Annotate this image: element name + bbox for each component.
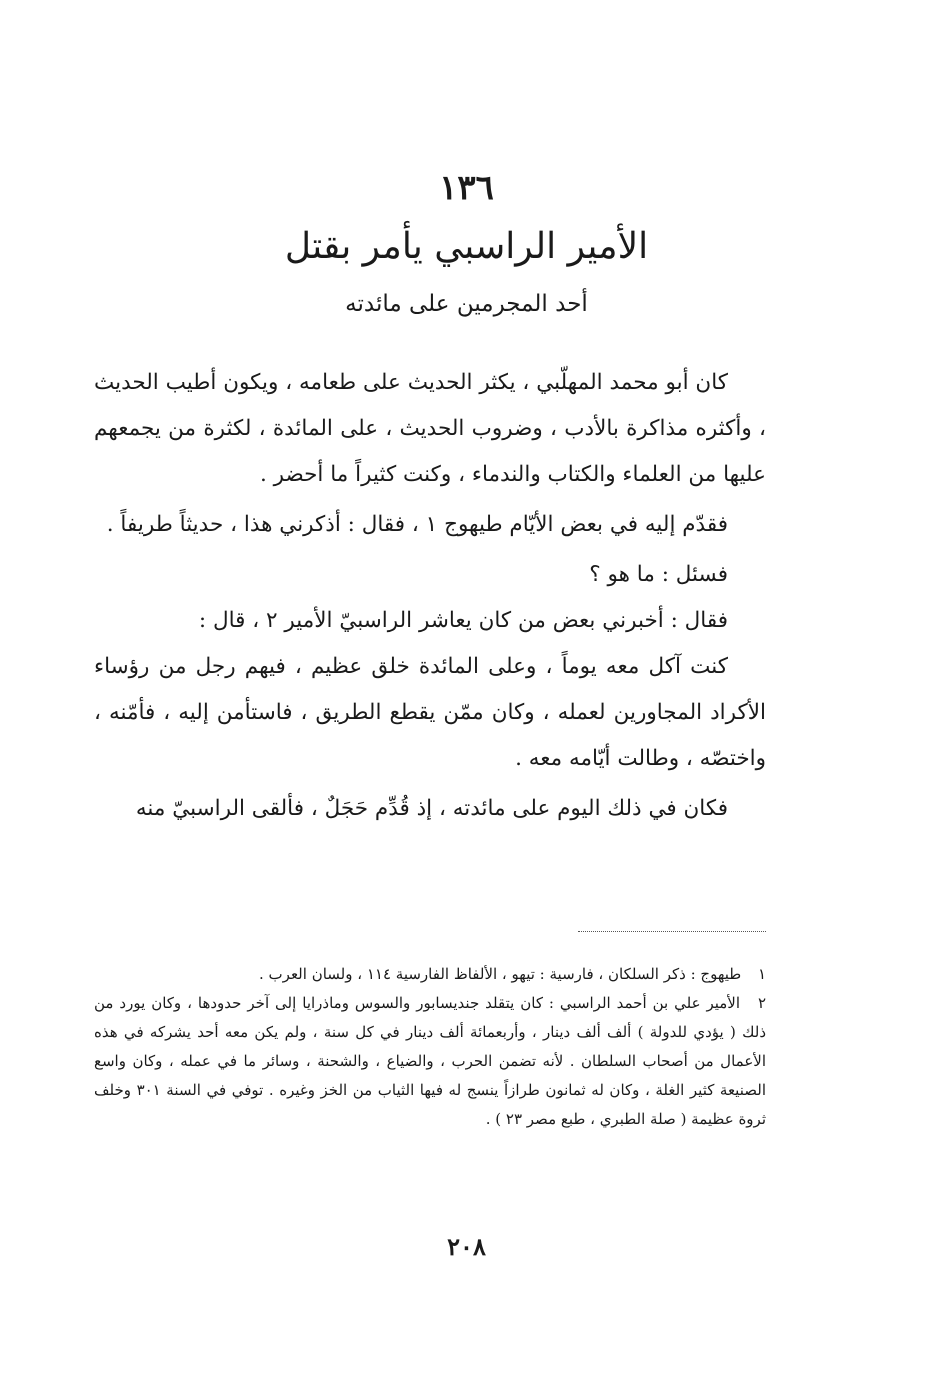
chapter-number: ١٣٦ (439, 168, 494, 208)
paragraph: كنت آكل معه يوماً ، وعلى المائدة خلق عظيم ، فيهم رجل من رؤساء الأكراد المجاورين لعمله ، وكان ممّن يقطع الطريق ، فاستأمن إليه ، فأمّنه ، واختصّه ، وطالت أيّامه معه . (94, 654, 766, 771)
paragraph: فقدّم إليه في بعض الأيّام طيهوج ١ ، فقال : أذكرني هذا ، حديثاً طريفاً . (106, 512, 728, 537)
paragraph: فقال : أخبرني بعض من كان يعاشر الراسبيّ الأمير ٢ ، قال : (198, 608, 728, 633)
body-text (94, 360, 766, 832)
paragraph: كان أبو محمد المهلّبي ، يكثر الحديث على طعامه ، ويكون أطيب الحديث ، وأكثره مذاكرة بالأدب ، وضروب الحديث ، على المائدة ، لكثرة من يجمعهم عليها من العلماء والكتاب والندماء ، وكنت كثيراً ما أحضر . (94, 370, 766, 487)
footnote (94, 989, 766, 1134)
footnote-number: ٢ (757, 994, 766, 1012)
page-number: ٢٠٨ (447, 1232, 486, 1261)
paragraph: فسئل : ما هو ؟ (589, 562, 728, 587)
footnote-number: ١ (757, 965, 766, 983)
chapter-subtitle: أحد المجرمين على مائدته (345, 291, 588, 317)
footnote-separator (578, 931, 766, 932)
footnote (94, 960, 766, 989)
footnote-text: طيهوج : ذكر السلكان ، فارسية : تيهو ، الألفاظ الفارسية ١١٤ ، ولسان العرب . (259, 965, 742, 983)
footnote-text: الأمير علي بن أحمد الراسبي : كان يتقلد جنديسابور والسوس وماذرايا إلى آخر حدودها ، وكان يورد من ذلك ( يؤدي للدولة ) ألف ألف دينار ، وأربعمائة ألف دينار في كل سنة ، ولم يكن معه أحد يشركه في هذه الأعمال من أصحاب السلطان . لأنه تضمن الحرب ، والضياع ، والشحنة ، وسائر ما في عمله ، وكان واسع الصنيعة كثير الغلة ، وكان له ثمانون طرازاً ينسج له فيها الثياب من الخز وغيره . توفي في السنة ٣٠١ وخلف ثروة عظيمة ( صلة الطبري ، طبع مصر ٢٣ ) . (94, 994, 767, 1128)
footnotes (94, 960, 766, 1134)
paragraph: فكان في ذلك اليوم على مائدته ، إذ قُدِّم حَجَلٌ ، فألقى الراسبيّ منه (135, 796, 728, 821)
chapter-title: الأمير الراسبي يأمر بقتل (284, 226, 649, 267)
